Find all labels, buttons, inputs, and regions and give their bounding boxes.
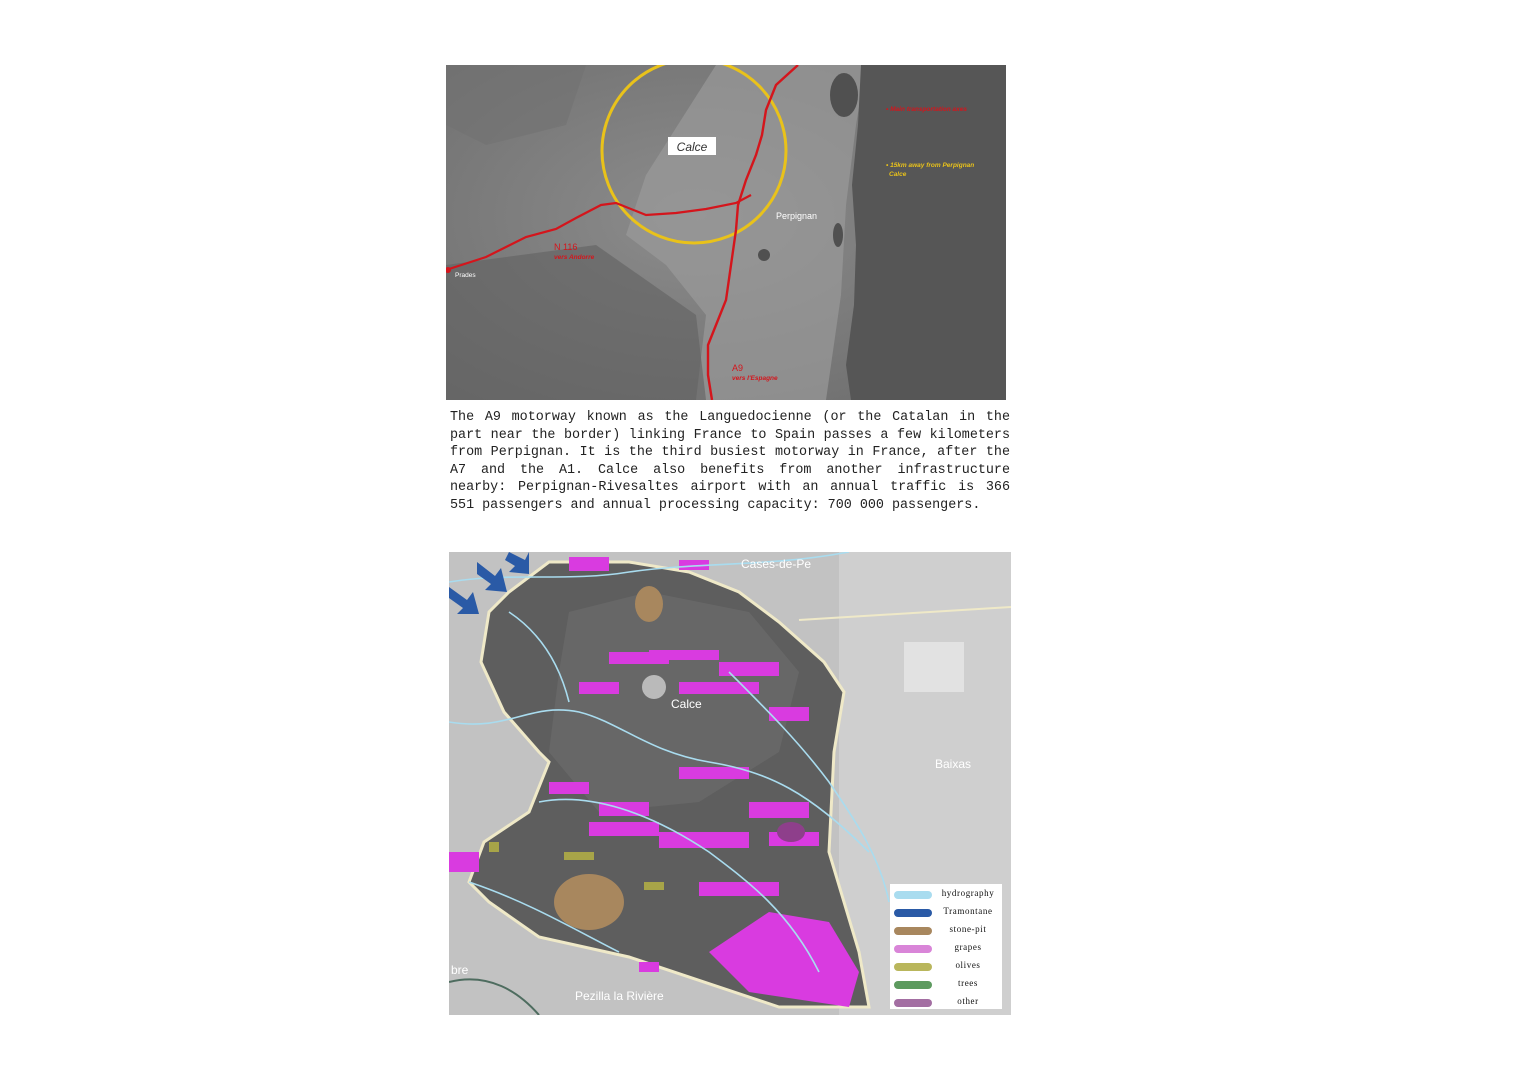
lagoon [830, 73, 858, 117]
legend-label: olives [955, 960, 981, 970]
calce-label: Calce [671, 697, 702, 711]
legend-swatch [894, 945, 932, 953]
map-caption: The A9 motorway known as the Languedocienne (or the Catalan in the part near the border) linking France to Spain passes a few kilometers from Perpignan. It is the third busiest motorway in France, after the A7 and the A1. Calce also benefits from another infrastructure nearby: Perpignan-Rivesaltes airport with an annual traffic is 366 551 passengers and annual processing capacity: 700 000 passengers. [450, 410, 1010, 513]
distance-note-2: Calce [889, 171, 907, 178]
legend-item-olives [890, 958, 1002, 976]
legend-swatch [894, 999, 932, 1007]
legend-swatch [894, 963, 932, 971]
lagoon-south [833, 223, 843, 247]
sea [846, 65, 1006, 400]
legend-item-tramontane [890, 904, 1002, 922]
land-use-map [449, 552, 1011, 1015]
legend-swatch [894, 927, 932, 935]
legend-item-other [890, 994, 1002, 1012]
regional-location-map [446, 65, 1006, 400]
map-legend [890, 884, 1002, 1009]
legend-swatch [894, 891, 932, 899]
legend-label: stone-pit [949, 924, 987, 934]
legend-label: hydrography [941, 888, 995, 898]
transport-axes-note: • Main transportation axes [886, 106, 968, 113]
legend-label: trees [958, 978, 978, 988]
n116-label: N 116 [554, 242, 578, 252]
legend-item-grapes [890, 940, 1002, 958]
other-patch [777, 822, 805, 842]
legend-label: Tramontane [943, 906, 993, 916]
village-marker [642, 675, 666, 699]
perpignan-label: Perpignan [776, 211, 818, 221]
distance-note: • 15km away from Perpignan [886, 162, 975, 169]
legend-item-trees [890, 976, 1002, 994]
legend-item-hydrography [890, 886, 1002, 904]
stone-pit-south [554, 874, 624, 930]
legend-label: other [957, 996, 979, 1006]
prades-label: Prades [455, 272, 476, 279]
bre-label: bre [451, 963, 469, 977]
quarry-area [904, 642, 964, 692]
legend-label: grapes [954, 942, 982, 952]
cases-de-pene-label: Cases-de-Pe [741, 557, 812, 571]
pezilla-label: Pezilla la Rivière [575, 989, 664, 1003]
n116-sub-label: vers Andorre [554, 254, 595, 261]
reservoir [758, 249, 770, 261]
legend-swatch [894, 909, 932, 917]
a9-sub-label: vers l'Espagne [732, 375, 778, 382]
legend-swatch [894, 981, 932, 989]
a9-label: A9 [732, 363, 744, 373]
legend-item-stone-pit [890, 922, 1002, 940]
calce-label: Calce [676, 140, 708, 154]
stone-pit-north [635, 586, 663, 622]
baixas-label: Baixas [935, 757, 972, 771]
